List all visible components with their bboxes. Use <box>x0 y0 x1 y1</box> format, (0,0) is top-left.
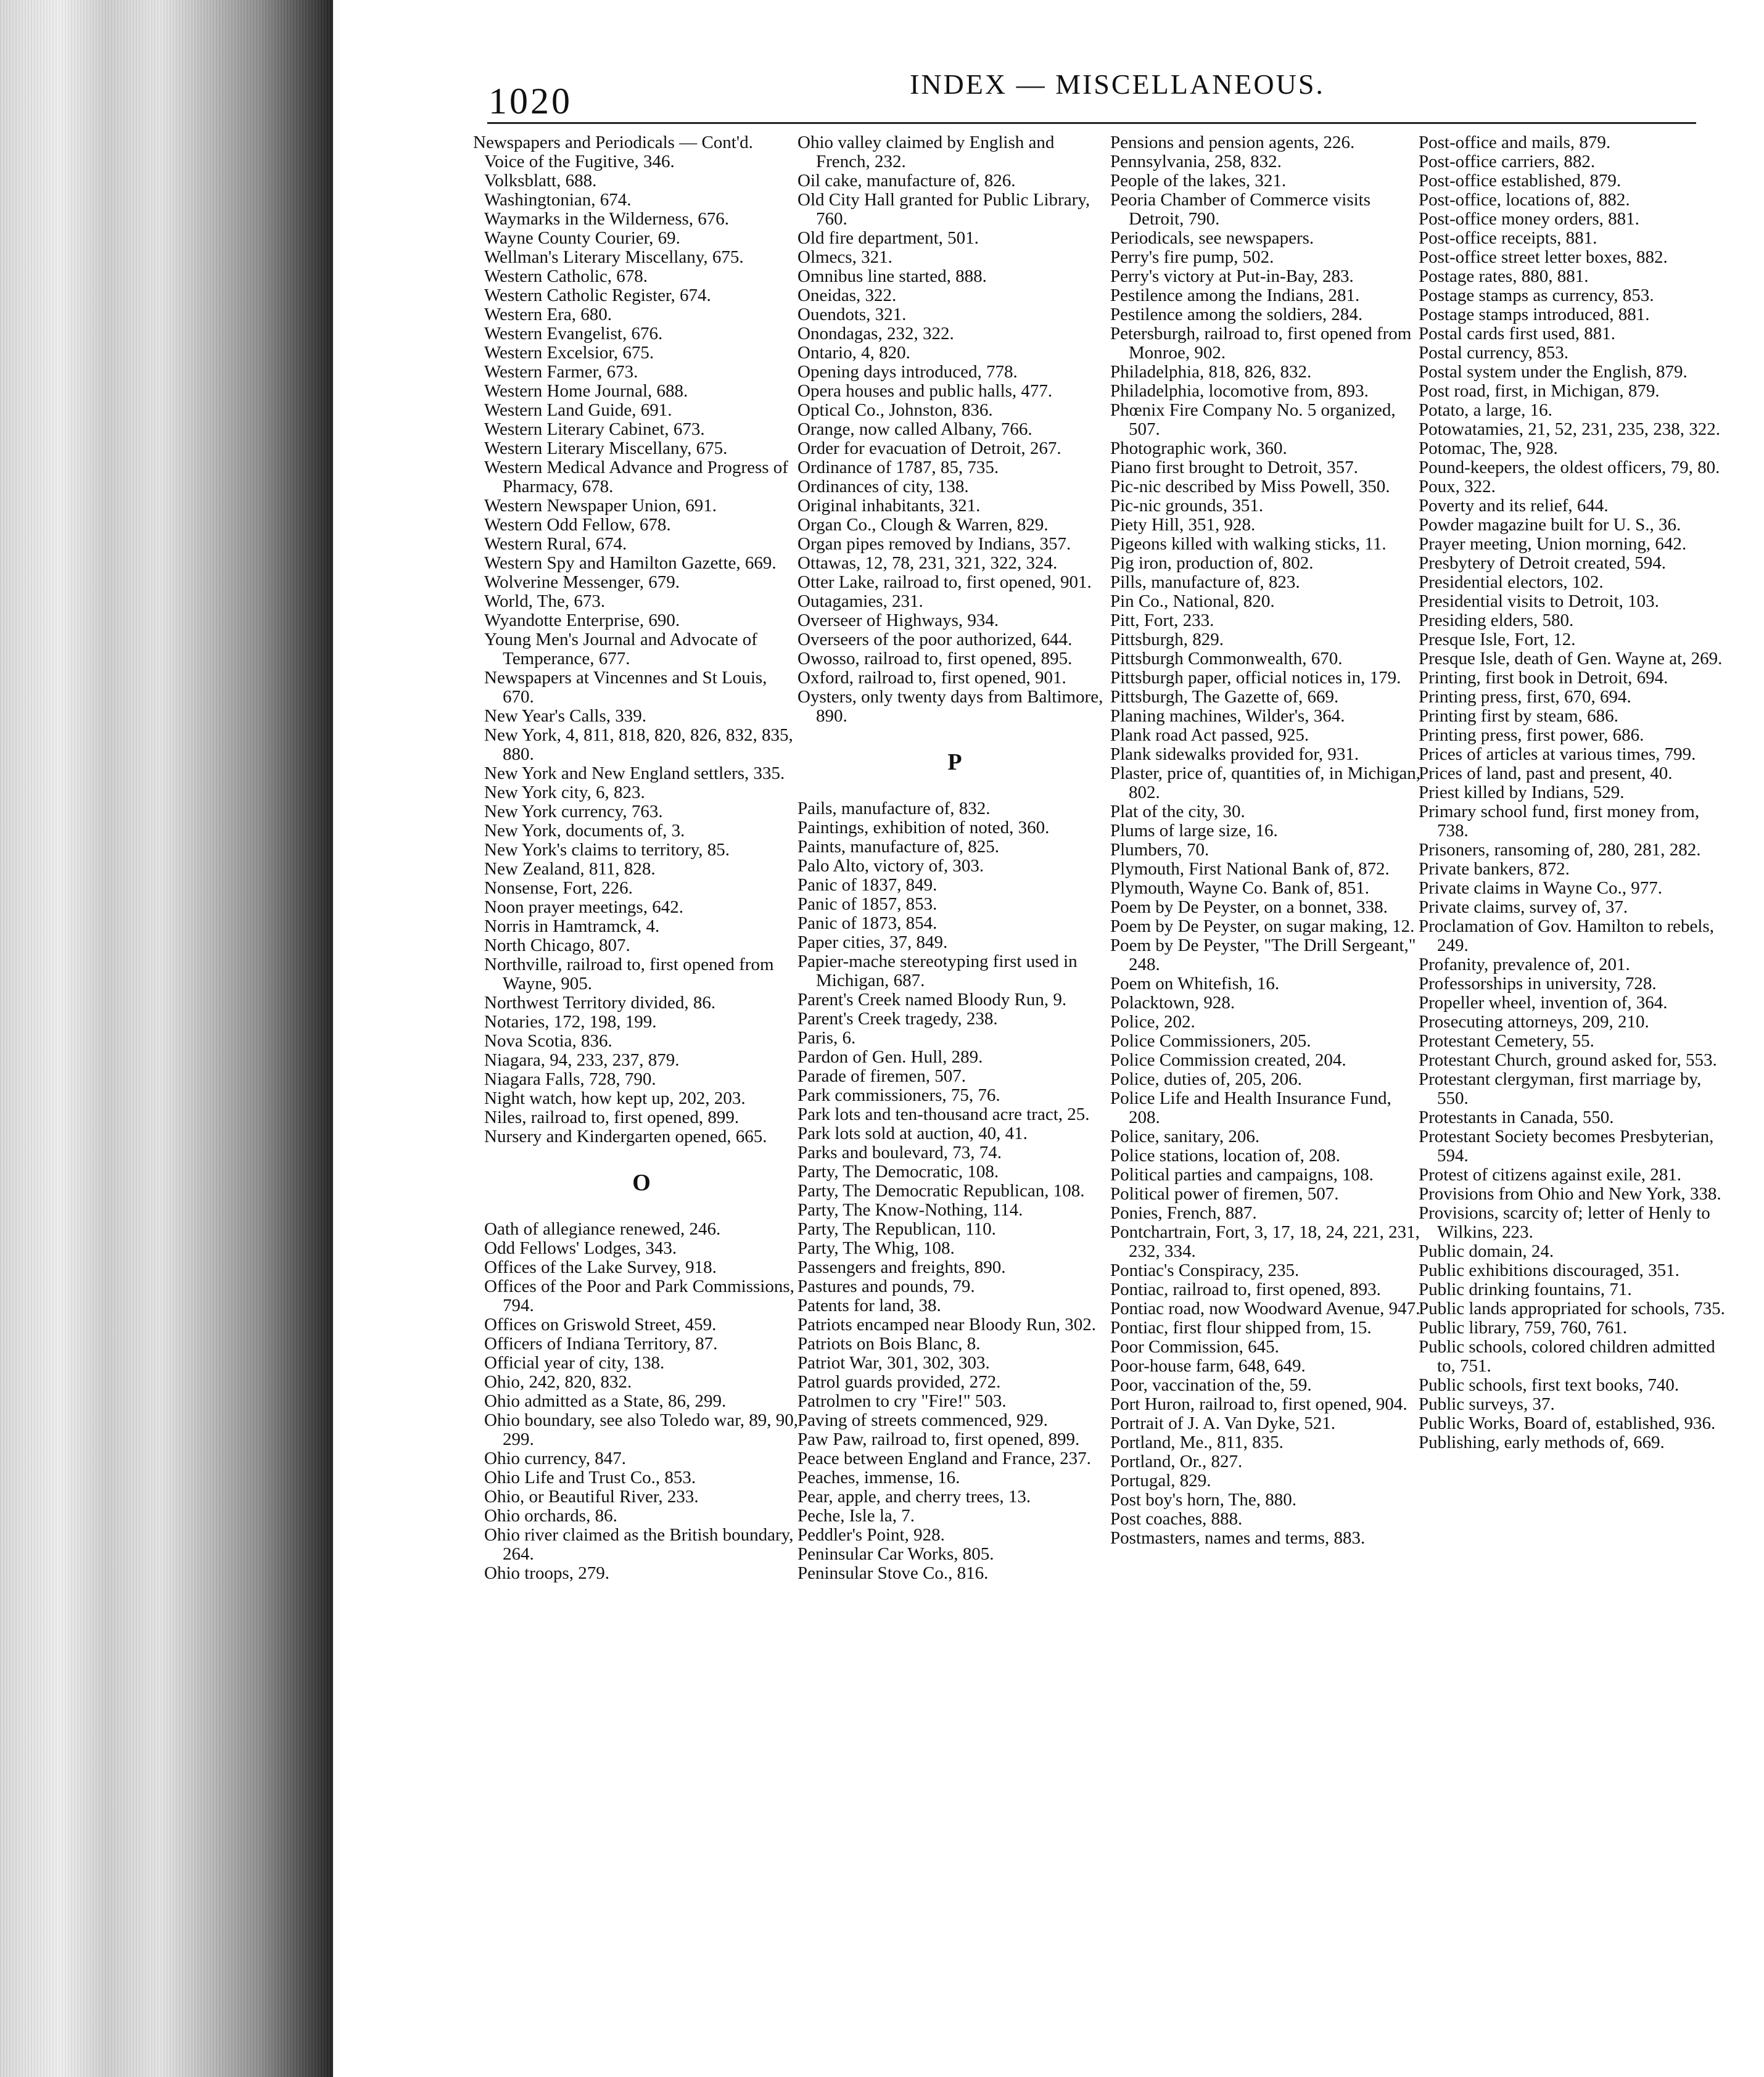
index-entry: Offices of the Lake Survey, 918. <box>484 1257 717 1277</box>
index-entry: Plaster, price of, quantities of, in Michigan, 802. <box>1110 763 1420 802</box>
index-entry: Police stations, location of, 208. <box>1110 1146 1340 1166</box>
index-entry: Newspapers at Vincennes and St Louis, 670. <box>484 668 767 707</box>
index-entry: Portugal, 829. <box>1110 1471 1211 1491</box>
index-entry: Proclamation of Gov. Hamilton to rebels, 249. <box>1419 916 1714 955</box>
index-entry: Ouendots, 321. <box>798 305 907 324</box>
index-entry: Pontiac, railroad to, first opened, 893. <box>1110 1280 1381 1299</box>
index-entry: New York and New England settlers, 335. <box>484 763 785 783</box>
index-entry: Pound-keepers, the oldest officers, 79, 80. <box>1419 458 1720 477</box>
index-entry: Pennsylvania, 258, 832. <box>1110 152 1282 171</box>
index-entry: Wolverine Messenger, 679. <box>484 572 680 592</box>
index-entry: Plank sidewalks provided for, 931. <box>1110 744 1359 764</box>
index-entry: Political power of firemen, 507. <box>1110 1184 1339 1204</box>
index-entry: Planing machines, Wilder's, 364. <box>1110 706 1345 726</box>
index-entry: Western Rural, 674. <box>484 534 627 554</box>
index-entry: Philadelphia, locomotive from, 893. <box>1110 381 1369 401</box>
index-entry: Pestilence among the Indians, 281. <box>1110 286 1360 305</box>
index-entry: Post-office street letter boxes, 882. <box>1419 247 1668 267</box>
index-entry: Old City Hall granted for Public Library, 760. <box>798 190 1090 229</box>
index-entry: Panic of 1857, 853. <box>798 894 938 914</box>
index-entry: Post-office established, 879. <box>1419 171 1622 191</box>
index-entry: Presque Isle, death of Gen. Wayne at, 269. <box>1419 649 1723 668</box>
index-entry: Pigeons killed with walking sticks, 11. <box>1110 534 1387 554</box>
index-entry: Potowatamies, 21, 52, 231, 235, 238, 322. <box>1419 419 1720 439</box>
index-entry: People of the lakes, 321. <box>1110 171 1287 191</box>
index-entry: Public lands appropriated for schools, 735. <box>1419 1299 1725 1318</box>
index-entry: Pig iron, production of, 802. <box>1110 553 1314 573</box>
index-entry: Post-office money orders, 881. <box>1419 209 1639 229</box>
index-entry: Paintings, exhibition of noted, 360. <box>798 818 1050 837</box>
index-entry: Ontario, 4, 820. <box>798 343 910 363</box>
index-entry: Protest of citizens against exile, 281. <box>1419 1165 1682 1185</box>
index-entry: Protestant Cemetery, 55. <box>1419 1031 1594 1051</box>
index-entry: Post-office carriers, 882. <box>1419 152 1596 171</box>
index-entry: Pontiac road, now Woodward Avenue, 947. <box>1110 1299 1420 1318</box>
index-entry: Public exhibitions discouraged, 351. <box>1419 1261 1680 1280</box>
index-entry: Overseers of the poor authorized, 644. <box>798 630 1073 649</box>
index-entry: Parent's Creek named Bloody Run, 9. <box>798 990 1067 1010</box>
index-entry: Organ pipes removed by Indians, 357. <box>798 534 1071 554</box>
index-entry: Paper cities, 37, 849. <box>798 932 948 952</box>
index-entry: Olmecs, 321. <box>798 247 892 267</box>
index-entry: Ohio Life and Trust Co., 853. <box>484 1468 696 1487</box>
index-entry: Profanity, prevalence of, 201. <box>1419 955 1630 974</box>
index-entry: Protestant Church, ground asked for, 553. <box>1419 1050 1717 1070</box>
index-entry: Western Excelsior, 675. <box>484 343 654 363</box>
index-entry: Western Land Guide, 691. <box>484 400 672 420</box>
index-entry: Peace between England and France, 237. <box>798 1449 1091 1468</box>
index-entry: Party, The Republican, 110. <box>798 1219 996 1239</box>
index-entry: North Chicago, 807. <box>484 936 630 955</box>
index-entry: Police Commissioners, 205. <box>1110 1031 1311 1051</box>
index-entry: Officers of Indiana Territory, 87. <box>484 1334 718 1354</box>
index-entry: World, The, 673. <box>484 591 606 611</box>
index-entry: Western Odd Fellow, 678. <box>484 515 671 535</box>
index-entry: Oil cake, manufacture of, 826. <box>798 171 1016 191</box>
index-entry: Palo Alto, victory of, 303. <box>798 856 984 876</box>
index-entry: Parks and boulevard, 73, 74. <box>798 1143 1002 1162</box>
index-entry: New Zealand, 811, 828. <box>484 859 656 879</box>
index-entry: Police, sanitary, 206. <box>1110 1127 1260 1146</box>
index-entry: Oxford, railroad to, first opened, 901. <box>798 668 1066 688</box>
index-entry: Peninsular Stove Co., 816. <box>798 1563 989 1583</box>
index-entry: Poor Commission, 645. <box>1110 1337 1279 1357</box>
index-entry: Periodicals, see newspapers. <box>1110 228 1314 248</box>
index-entry: Offices of the Poor and Park Commissions, 794. <box>484 1277 794 1315</box>
index-entry: Private claims in Wayne Co., 977. <box>1419 878 1663 898</box>
index-entry: Patents for land, 38. <box>798 1296 941 1315</box>
index-entry: Party, The Whig, 108. <box>798 1238 955 1258</box>
index-entry: Oneidas, 322. <box>798 286 897 305</box>
index-entry: Washingtonian, 674. <box>484 190 632 210</box>
index-entry: Public drinking fountains, 71. <box>1419 1280 1632 1299</box>
index-entry: Pitt, Fort, 233. <box>1110 611 1214 630</box>
index-entry: Public library, 759, 760, 761. <box>1419 1318 1628 1338</box>
index-entry: Patriot War, 301, 302, 303. <box>798 1353 990 1373</box>
index-entry: Pittsburgh, 829. <box>1110 630 1224 649</box>
index-entry: Pittsburgh Commonwealth, 670. <box>1110 649 1343 668</box>
index-entry: Postmasters, names and terms, 883. <box>1110 1528 1366 1548</box>
section-letter-p: P <box>947 749 962 775</box>
index-entry: Protestant clergyman, first marriage by, 550. <box>1419 1069 1702 1108</box>
index-entry: Parade of firemen, 507. <box>798 1066 966 1086</box>
index-column-4 <box>1419 133 1733 1452</box>
index-entry: Pear, apple, and cherry trees, 13. <box>798 1487 1031 1507</box>
index-entry: Postal cards first used, 881. <box>1419 324 1615 343</box>
index-entry: Official year of city, 138. <box>484 1353 665 1373</box>
index-entry: Plumbers, 70. <box>1110 840 1210 860</box>
index-entry: Ponies, French, 887. <box>1110 1203 1257 1223</box>
index-entry: Noon prayer meetings, 642. <box>484 897 683 917</box>
index-entry: Western Newspaper Union, 691. <box>484 496 717 516</box>
index-entry: Western Medical Advance and Progress of Pharmacy, 678. <box>484 458 788 496</box>
index-entry: Prices of land, past and present, 40. <box>1419 763 1673 783</box>
index-entry: Presidential visits to Detroit, 103. <box>1419 591 1659 611</box>
index-entry: Plymouth, Wayne Co. Bank of, 851. <box>1110 878 1370 898</box>
index-entry: Post coaches, 888. <box>1110 1509 1243 1529</box>
index-entry: Ohio orchards, 86. <box>484 1506 617 1526</box>
index-entry: Ohio troops, 279. <box>484 1563 609 1583</box>
index-entry: Nonsense, Fort, 226. <box>484 878 633 898</box>
index-entry: Pastures and pounds, 79. <box>798 1277 975 1296</box>
index-entry: Portrait of J. A. Van Dyke, 521. <box>1110 1413 1336 1433</box>
index-entry: Public surveys, 37. <box>1419 1394 1555 1414</box>
index-entry: Provisions, scarcity of; letter of Henly to Wilkins, 223. <box>1419 1203 1710 1242</box>
index-entry: Voice of the Fugitive, 346. <box>484 152 675 171</box>
index-entry: Post-office and mails, 879. <box>1419 133 1611 152</box>
index-entry: Peoria Chamber of Commerce visits Detroit, 790. <box>1110 190 1371 229</box>
index-entry: Printing, first book in Detroit, 694. <box>1419 668 1668 688</box>
index-entry: Public schools, colored children admitted to, 751. <box>1419 1337 1715 1376</box>
index-entry: Presidential electors, 102. <box>1419 572 1604 592</box>
index-entry: Northwest Territory divided, 86. <box>484 993 716 1013</box>
index-entry: Petersburgh, railroad to, first opened from Monroe, 902. <box>1110 324 1412 363</box>
index-entry: Waymarks in the Wilderness, 676. <box>484 209 730 229</box>
index-entry: Public Works, Board of, established, 936. <box>1419 1413 1716 1433</box>
index-entry: Notaries, 172, 198, 199. <box>484 1012 657 1032</box>
index-entry: Postage stamps introduced, 881. <box>1419 305 1650 324</box>
index-entry: Western Catholic Register, 674. <box>484 286 711 305</box>
index-entry: Pittsburgh paper, official notices in, 179. <box>1110 668 1401 688</box>
index-entry: Offices on Griswold Street, 459. <box>484 1315 717 1335</box>
index-entry: Piety Hill, 351, 928. <box>1110 515 1256 535</box>
index-entry: Plank road Act passed, 925. <box>1110 725 1309 745</box>
column-entries <box>1110 133 1425 1548</box>
index-entry: Philadelphia, 818, 826, 832. <box>1110 362 1312 382</box>
index-entry: Order for evacuation of Detroit, 267. <box>798 438 1061 458</box>
index-entry: Overseer of Highways, 934. <box>798 611 999 630</box>
index-entry: New York currency, 763. <box>484 802 663 821</box>
column-entries <box>1419 133 1733 1452</box>
index-entry: Priest killed by Indians, 529. <box>1419 783 1625 802</box>
index-entry: Pittsburgh, The Gazette of, 669. <box>1110 687 1339 707</box>
index-entry: Polacktown, 928. <box>1110 993 1235 1013</box>
book-page-edges <box>0 0 333 2077</box>
index-entry: Western Farmer, 673. <box>484 362 638 382</box>
index-entry: Panic of 1873, 854. <box>798 913 938 933</box>
index-entry: Oysters, only twenty days from Baltimore, 890. <box>798 687 1103 726</box>
index-entry: Peninsular Car Works, 805. <box>798 1544 994 1564</box>
index-entry: Paints, manufacture of, 825. <box>798 837 999 857</box>
index-entry: Patrol guards provided, 272. <box>798 1372 1001 1392</box>
index-entry: Poux, 322. <box>1419 477 1496 496</box>
index-entry: Poor-house farm, 648, 649. <box>1110 1356 1306 1376</box>
index-entry: Photographic work, 360. <box>1110 438 1287 458</box>
index-entry: Western Spy and Hamilton Gazette, 669. <box>484 553 777 573</box>
index-entry: Pic-nic described by Miss Powell, 350. <box>1110 477 1390 496</box>
index-entry: Police, 202. <box>1110 1012 1195 1032</box>
index-entry: Pails, manufacture of, 832. <box>798 799 991 818</box>
index-entry: Ohio admitted as a State, 86, 299. <box>484 1391 727 1411</box>
index-entry: Pills, manufacture of, 823. <box>1110 572 1300 592</box>
index-entry: Odd Fellows' Lodges, 343. <box>484 1238 677 1258</box>
index-entry: Perry's victory at Put-in-Bay, 283. <box>1110 266 1354 286</box>
index-entry: Omnibus line started, 888. <box>798 266 987 286</box>
index-entry: Patriots encamped near Bloody Run, 302. <box>798 1315 1097 1335</box>
index-entry: Poem by De Peyster, "The Drill Sergeant," 248. <box>1110 936 1416 974</box>
index-entry: Norris in Hamtramck, 4. <box>484 916 660 936</box>
column-entries-after <box>798 799 1112 1583</box>
index-entry: Pin Co., National, 820. <box>1110 591 1275 611</box>
index-entry: Port Huron, railroad to, first opened, 904. <box>1110 1394 1407 1414</box>
index-entry: Private bankers, 872. <box>1419 859 1570 879</box>
index-entry: Ordinances of city, 138. <box>798 477 969 496</box>
index-entry: New Year's Calls, 339. <box>484 706 646 726</box>
index-entry: Ohio, 242, 820, 832. <box>484 1372 632 1392</box>
index-entry: Postal system under the English, 879. <box>1419 362 1688 382</box>
index-entry: Niagara, 94, 233, 237, 879. <box>484 1050 680 1070</box>
index-entry: Ordinance of 1787, 85, 735. <box>798 458 999 477</box>
index-entry: Paris, 6. <box>798 1028 856 1048</box>
index-entry: Political parties and campaigns, 108. <box>1110 1165 1374 1185</box>
index-entry: Police Commission created, 204. <box>1110 1050 1346 1070</box>
index-entry: Volksblatt, 688. <box>484 171 597 191</box>
index-entry: Presiding elders, 580. <box>1419 611 1574 630</box>
index-entry: Publishing, early methods of, 669. <box>1419 1433 1665 1452</box>
index-entry: Panic of 1837, 849. <box>798 875 938 895</box>
index-entry: New York, 4, 811, 818, 820, 826, 832, 835, 880. <box>484 725 793 764</box>
index-entry: Organ Co., Clough & Warren, 829. <box>798 515 1049 535</box>
index-entry: Newspapers and Periodicals — Cont'd. <box>473 133 753 152</box>
index-entry: Police Life and Health Insurance Fund, 208. <box>1110 1088 1391 1127</box>
index-entry: Poem by De Peyster, on a bonnet, 338. <box>1110 897 1388 917</box>
index-entry: New York, documents of, 3. <box>484 821 685 841</box>
index-entry: Ohio boundary, see also Toledo war, 89, 90, 299. <box>484 1410 799 1449</box>
index-entry: Plums of large size, 16. <box>1110 821 1278 841</box>
index-entry: Night watch, how kept up, 202, 203. <box>484 1088 746 1108</box>
index-entry: Northville, railroad to, first opened from Wayne, 905. <box>484 955 774 993</box>
index-entry: Party, The Democratic, 108. <box>798 1162 999 1182</box>
index-entry: Post-office receipts, 881. <box>1419 228 1597 248</box>
index-entry: Western Catholic, 678. <box>484 266 648 286</box>
index-entry: Young Men's Journal and Advocate of Temperance, 677. <box>484 630 757 668</box>
index-entry: Police, duties of, 205, 206. <box>1110 1069 1302 1089</box>
index-entry: Pardon of Gen. Hull, 289. <box>798 1047 983 1067</box>
index-entry: Protestant Society becomes Presbyterian, 594. <box>1419 1127 1714 1166</box>
index-entry: Western Evangelist, 676. <box>484 324 663 343</box>
index-entry: Postal currency, 853. <box>1419 343 1568 363</box>
index-entry: Pontiac, first flour shipped from, 15. <box>1110 1318 1372 1338</box>
index-entry: Private claims, survey of, 37. <box>1419 897 1628 917</box>
column-entries <box>798 133 1112 726</box>
index-entry: Public domain, 24. <box>1419 1241 1554 1261</box>
index-entry: Nova Scotia, 836. <box>484 1031 612 1051</box>
index-entry: Pestilence among the soldiers, 284. <box>1110 305 1363 324</box>
index-entry: Niagara Falls, 728, 790. <box>484 1069 656 1089</box>
column-entries <box>473 133 799 1146</box>
index-entry: Pensions and pension agents, 226. <box>1110 133 1355 152</box>
index-entry: Oath of allegiance renewed, 246. <box>484 1219 721 1239</box>
index-entry: Presbytery of Detroit created, 594. <box>1419 553 1667 573</box>
index-entry: Patriots on Bois Blanc, 8. <box>798 1334 981 1354</box>
index-entry: Owosso, railroad to, first opened, 895. <box>798 649 1073 668</box>
index-entry: Printing first by steam, 686. <box>1419 706 1618 726</box>
index-entry: Peche, Isle la, 7. <box>798 1506 915 1526</box>
index-entry: Poem on Whitefish, 16. <box>1110 974 1280 993</box>
index-entry: Onondagas, 232, 322. <box>798 324 954 343</box>
index-entry: Party, The Know-Nothing, 114. <box>798 1200 1023 1220</box>
index-entry: Propeller wheel, invention of, 364. <box>1419 993 1668 1013</box>
index-entry: Wyandotte Enterprise, 690. <box>484 611 680 630</box>
index-entry: Western Literary Cabinet, 673. <box>484 419 705 439</box>
index-column-1 <box>473 133 799 1583</box>
index-entry: New York city, 6, 823. <box>484 783 645 802</box>
index-entry: Prisoners, ransoming of, 280, 281, 282. <box>1419 840 1701 860</box>
index-entry: Prayer meeting, Union morning, 642. <box>1419 534 1687 554</box>
index-entry: Portland, Or., 827. <box>1110 1452 1243 1471</box>
index-entry: Park commissioners, 75, 76. <box>798 1085 1000 1105</box>
index-entry: Plat of the city, 30. <box>1110 802 1245 821</box>
page-number: 1020 <box>488 81 572 121</box>
index-entry: Potomac, The, 928. <box>1419 438 1558 458</box>
index-entry: Poverty and its relief, 644. <box>1419 496 1609 516</box>
index-entry: Orange, now called Albany, 766. <box>798 419 1032 439</box>
index-entry: Outagamies, 231. <box>798 591 923 611</box>
index-entry: Wayne County Courier, 69. <box>484 228 680 248</box>
index-entry: Powder magazine built for U. S., 36. <box>1419 515 1681 535</box>
index-entry: Western Era, 680. <box>484 305 612 324</box>
index-entry: Pontiac's Conspiracy, 235. <box>1110 1261 1300 1280</box>
index-entry: Postage rates, 880, 881. <box>1419 266 1589 286</box>
index-entry: Professorships in university, 728. <box>1419 974 1657 993</box>
index-entry: Postage stamps as currency, 853. <box>1419 286 1654 305</box>
index-entry: Passengers and freights, 890. <box>798 1257 1006 1277</box>
index-entry: Poem by De Peyster, on sugar making, 12. <box>1110 916 1415 936</box>
index-entry: Niles, railroad to, first opened, 899. <box>484 1108 740 1127</box>
index-entry: Peaches, immense, 16. <box>798 1468 960 1487</box>
index-entry: Western Home Journal, 688. <box>484 381 688 401</box>
index-entry: Parent's Creek tragedy, 238. <box>798 1009 998 1029</box>
header-rule <box>487 122 1696 124</box>
column-entries-after <box>484 1220 799 1583</box>
index-entry: Printing press, first, 670, 694. <box>1419 687 1631 707</box>
index-entry: Pic-nic grounds, 351. <box>1110 496 1264 516</box>
index-entry: Optical Co., Johnston, 836. <box>798 400 993 420</box>
index-entry: Old fire department, 501. <box>798 228 979 248</box>
index-entry: Potato, a large, 16. <box>1419 400 1552 420</box>
index-entry: Piano first brought to Detroit, 357. <box>1110 458 1358 477</box>
index-entry: Portland, Me., 811, 835. <box>1110 1433 1284 1452</box>
index-entry: Patrolmen to cry "Fire!" 503. <box>798 1391 1007 1411</box>
index-entry: Provisions from Ohio and New York, 338. <box>1419 1184 1721 1204</box>
index-entry: Wellman's Literary Miscellany, 675. <box>484 247 744 267</box>
running-head: INDEX — MISCELLANEOUS. <box>910 68 1325 100</box>
index-entry: Paw Paw, railroad to, first opened, 899. <box>798 1429 1080 1449</box>
index-entry: Nursery and Kindergarten opened, 665. <box>484 1127 767 1146</box>
section-letter-o: O <box>632 1170 651 1196</box>
index-entry: Protestants in Canada, 550. <box>1419 1108 1614 1127</box>
index-entry: Plymouth, First National Bank of, 872. <box>1110 859 1390 879</box>
index-entry: Post-office, locations of, 882. <box>1419 190 1630 210</box>
index-entry: Ohio valley claimed by English and French, 232. <box>798 133 1055 171</box>
index-entry: Opening days introduced, 778. <box>798 362 1018 382</box>
index-entry: New York's claims to territory, 85. <box>484 840 730 860</box>
index-entry: Post boy's horn, The, 880. <box>1110 1490 1296 1510</box>
index-entry: Phœnix Fire Company No. 5 organized, 507. <box>1110 400 1396 439</box>
index-entry: Poor, vaccination of the, 59. <box>1110 1375 1312 1395</box>
index-entry: Prices of articles at various times, 799. <box>1419 744 1696 764</box>
index-entry: Ohio, or Beautiful River, 233. <box>484 1487 699 1507</box>
index-entry: Presque Isle, Fort, 12. <box>1419 630 1576 649</box>
index-entry: Opera houses and public halls, 477. <box>798 381 1053 401</box>
index-entry: Original inhabitants, 321. <box>798 496 981 516</box>
index-entry: Post road, first, in Michigan, 879. <box>1419 381 1660 401</box>
index-entry: Primary school fund, first money from, 738. <box>1419 802 1700 841</box>
index-entry: Papier-mache stereotyping first used in Michigan, 687. <box>798 952 1078 990</box>
index-entry: Pontchartrain, Fort, 3, 17, 18, 24, 221, 231, 232, 334. <box>1110 1222 1420 1261</box>
index-entry: Prosecuting attorneys, 209, 210. <box>1419 1012 1649 1032</box>
index-entry: Ottawas, 12, 78, 231, 321, 322, 324. <box>798 553 1058 573</box>
index-entry: Ohio currency, 847. <box>484 1449 627 1468</box>
index-entry: Perry's fire pump, 502. <box>1110 247 1274 267</box>
index-entry: Public schools, first text books, 740. <box>1419 1375 1680 1395</box>
index-entry: Paving of streets commenced, 929. <box>798 1410 1048 1430</box>
index-entry: Western Literary Miscellany, 675. <box>484 438 728 458</box>
index-entry: Park lots and ten-thousand acre tract, 25. <box>798 1104 1090 1124</box>
index-entry: Otter Lake, railroad to, first opened, 901. <box>798 572 1092 592</box>
index-entry: Printing press, first power, 686. <box>1419 725 1644 745</box>
index-entry: Ohio river claimed as the British boundary, 264. <box>484 1525 794 1564</box>
index-column-3 <box>1110 133 1425 1548</box>
index-entry: Peddler's Point, 928. <box>798 1525 945 1545</box>
index-entry: Party, The Democratic Republican, 108. <box>798 1181 1085 1201</box>
index-entry: Park lots sold at auction, 40, 41. <box>798 1124 1028 1143</box>
index-column-2 <box>798 133 1112 1583</box>
